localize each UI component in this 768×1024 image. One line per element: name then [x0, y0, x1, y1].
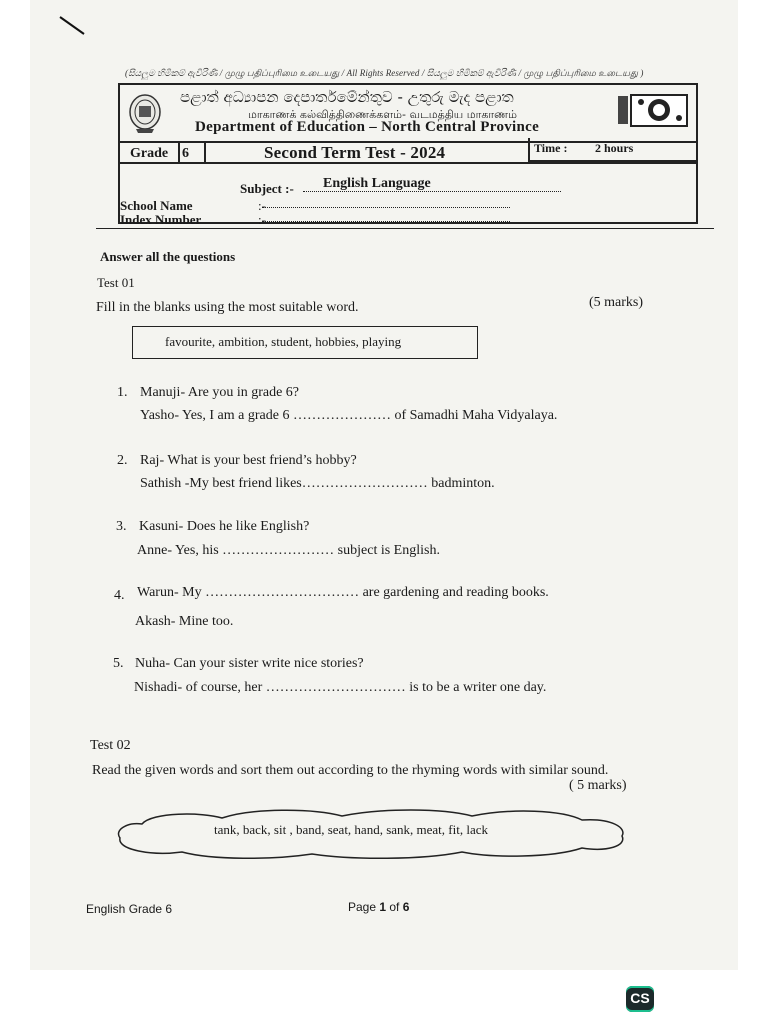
school-name-field[interactable] [262, 207, 510, 208]
question-line: Raj- What is your best friend’s hobby? [140, 453, 357, 468]
page-total: 6 [402, 900, 410, 914]
page-middle: of [386, 900, 403, 914]
question-line: Anne- Yes, his …………………… subject is English. [137, 543, 440, 558]
page-prefix: Page [348, 900, 380, 914]
question-number: 3. [116, 519, 127, 534]
test1-instruction: Fill in the blanks using the most suitable word. [96, 300, 359, 315]
test2-marks: ( 5 marks) [569, 778, 627, 793]
department-name-tamil: மாகாணக் கல்வித்திணைக்களம்- வடமத்திய மாகாணம் [248, 108, 517, 121]
test1-marks: (5 marks) [589, 295, 644, 310]
subject-value: English Language [323, 176, 431, 191]
question-line: Kasuni- Does he like English? [139, 519, 310, 534]
question-number: 2. [117, 453, 128, 468]
answer-all-instruction: Answer all the questions [100, 249, 236, 264]
pen-stroke-mark [58, 14, 88, 38]
question-line: Nuha- Can your sister write nice stories? [135, 656, 364, 671]
province-emblem-icon [617, 94, 689, 128]
question-line: Akash- Mine too. [135, 614, 234, 629]
question-number: 4. [114, 588, 125, 603]
header-underline [96, 228, 714, 229]
question-line: Sathish -My best friend likes……………………… badminton. [140, 476, 495, 491]
time-value: 2 hours [595, 141, 634, 155]
grade-value: 6 [182, 146, 189, 161]
grade-label: Grade [130, 146, 169, 161]
page-current: 1 [379, 900, 387, 914]
department-name-sinhala: පළාත් අධ්‍යාපන දෙපාර්තමේන්තුව - උතුරු මැද පළාත [180, 88, 514, 106]
exam-title: Second Term Test - 2024 [264, 143, 446, 162]
test2-instruction: Read the given words and sort them out according to the rhyming words with similar sound. [92, 763, 609, 778]
word-bank-text: favourite, ambition, student, hobbies, playing [165, 334, 402, 349]
question-line: Nishadi- of course, her ………………………… is to be a writer one day. [134, 680, 547, 695]
index-number-prefix: :- [258, 212, 266, 227]
test1-heading: Test 01 [97, 275, 135, 290]
school-name-prefix: :- [258, 198, 266, 213]
camscanner-badge-label: CS [630, 990, 650, 1006]
question-line: Warun- My …………………………… are gardening and reading books. [137, 585, 549, 600]
question-number: 1. [117, 385, 128, 400]
department-name-english: Department of Education – North Central Province [195, 119, 540, 135]
index-number-field[interactable] [262, 221, 510, 222]
footer-subject: English Grade 6 [86, 902, 173, 916]
question-number: 5. [113, 656, 124, 671]
word-cloud-text: tank, back, sit , band, seat, hand, sank, meat, fit, lack [214, 822, 489, 837]
rights-notice: (සියලුම හිමිකම් ඇවිරිණි / முழு பதிப்புரிமை உடையது / All Rights Reserved / සියලුම හිමිකම් ඇවිරිණි / முழு பதிப்புரிமை உடையது ) [125, 68, 644, 78]
footer-page-number [348, 900, 409, 914]
sri-lanka-emblem-icon [128, 93, 162, 135]
question-line: Manuji- Are you in grade 6? [140, 385, 300, 400]
school-name-label: School Name [120, 198, 193, 213]
test2-heading: Test 02 [90, 738, 131, 753]
subject-label: Subject :- [240, 181, 294, 196]
index-number-label: Index Number [120, 212, 202, 227]
time-label: Time : [534, 141, 568, 155]
question-line: Yasho- Yes, I am a grade 6 ………………… of Samadhi Maha Vidyalaya. [140, 408, 558, 423]
